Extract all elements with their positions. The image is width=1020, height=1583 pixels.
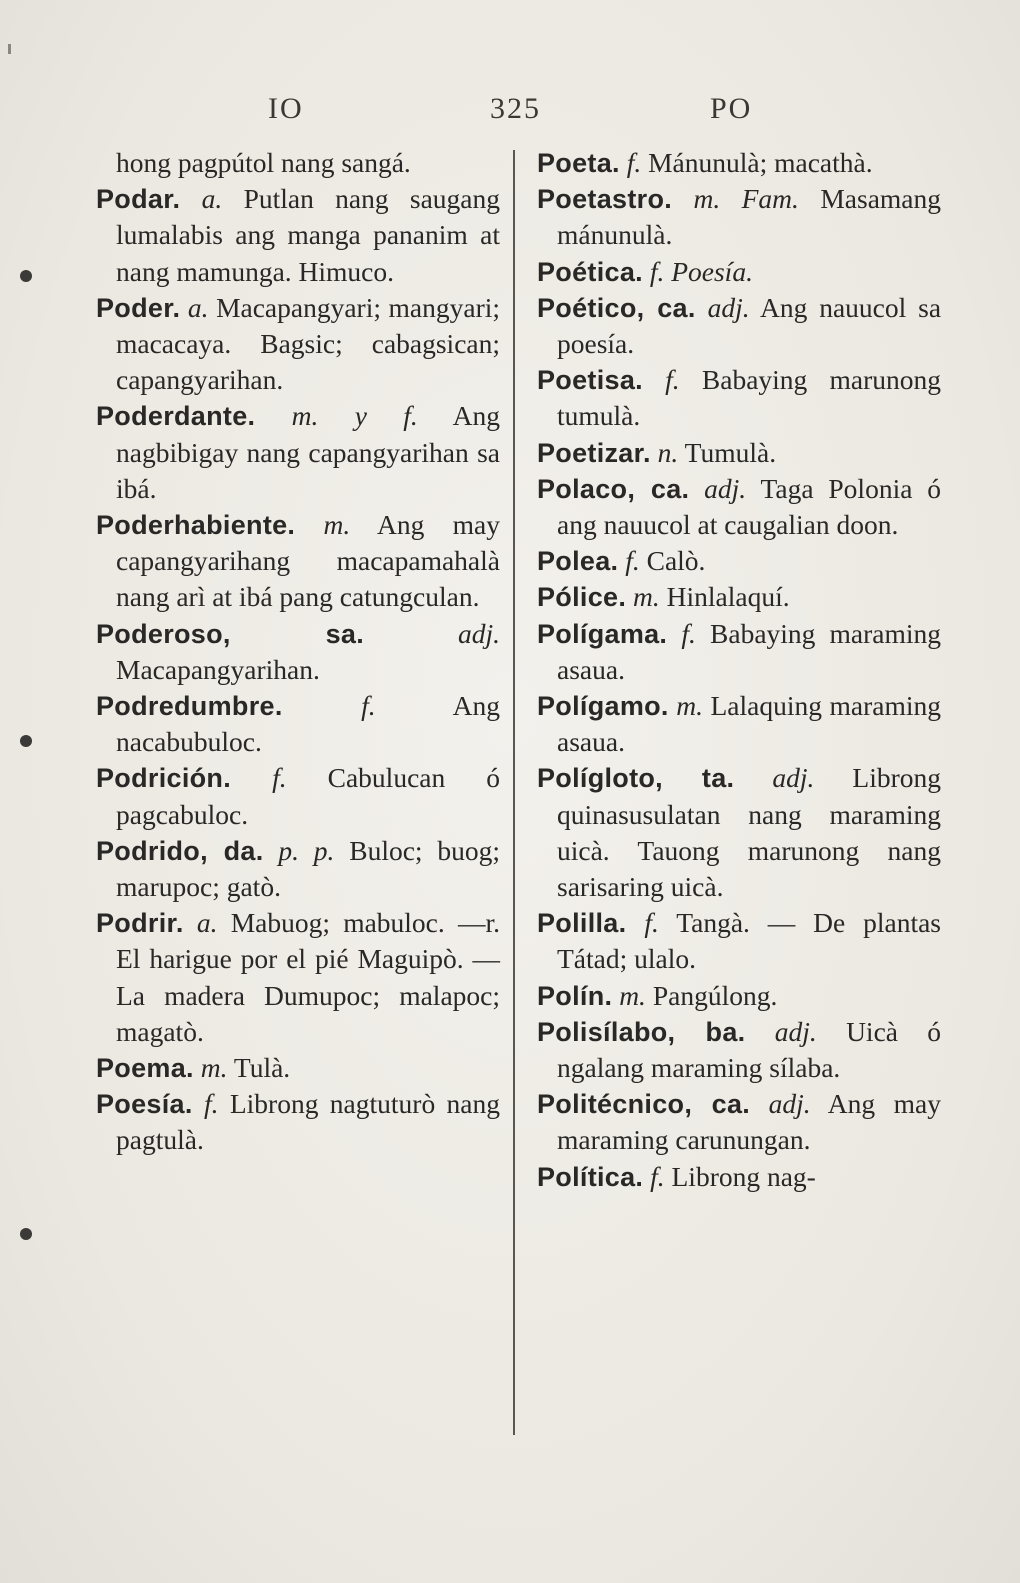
entry-definition: Lalaquing maraming asaua. <box>557 690 941 758</box>
margin-mark <box>8 44 11 54</box>
entry-grammar-label: m. y f. <box>291 400 418 432</box>
binding-hole-mark <box>20 735 32 747</box>
dictionary-entry <box>537 145 941 181</box>
entry-definition: Mánunulà; macathà. <box>648 147 873 178</box>
entry-grammar-label: m. Fam. <box>693 183 799 215</box>
entry-headword: Poeta. <box>537 148 620 178</box>
dictionary-entry <box>96 507 500 616</box>
entry-headword: Polea. <box>537 546 619 577</box>
entry-grammar-label: m. <box>323 509 351 541</box>
page-number: 325 <box>490 92 541 125</box>
entry-definition: Ang nacabubuloc. <box>116 690 501 758</box>
entry-definition: Ang nagbibigay nang capangyarihan sa ibá. <box>116 400 501 504</box>
entry-definition: Librong nag- <box>671 1160 816 1192</box>
entry-definition: Tangà. — De plantas Tátad; ulalo. <box>557 907 942 975</box>
entry-grammar-label: m. <box>633 581 660 613</box>
dictionary-entry <box>537 760 941 905</box>
entry-headword: Poesía. <box>96 1089 193 1120</box>
entry-headword: Polaco, ca. <box>537 473 690 504</box>
entry-headword: Polilla. <box>537 908 627 939</box>
entry-definition: Macapangyarihan. <box>116 653 320 685</box>
entry-grammar-label: adj. <box>774 1015 817 1047</box>
dictionary-entry <box>96 145 500 181</box>
entry-definition: Librong quinasusulatan nang maraming uicà. Tauong marunong nang sarisaring uicà. <box>557 762 942 903</box>
entry-headword: Politécnico, ca. <box>537 1089 751 1120</box>
running-header <box>0 92 1020 142</box>
entry-grammar-label: p. p. <box>278 834 335 866</box>
dictionary-entry <box>537 181 941 253</box>
entry-headword: Poetisa. <box>537 365 643 396</box>
entry-grammar-label: m. <box>619 979 646 1011</box>
entry-definition: Ang nauucol sa poesía. <box>557 291 942 360</box>
dictionary-entry <box>96 833 500 905</box>
dictionary-entry <box>537 579 941 615</box>
entry-grammar-label: adj. <box>704 472 747 504</box>
entry-definition: Babaying marunong tumulà. <box>557 364 942 432</box>
column-divider <box>513 150 515 1435</box>
entry-definition: Ang may capangyarihang macapamahalà nang arì at ibá pang catungculan. <box>116 509 500 613</box>
dictionary-entry <box>96 616 500 688</box>
binding-hole-mark <box>20 270 32 282</box>
dictionary-entry <box>537 435 941 471</box>
dictionary-entry <box>537 978 941 1014</box>
entry-definition: Pangúlong. <box>652 979 778 1011</box>
entry-grammar-label: a. <box>196 907 218 939</box>
entry-headword: Polín. <box>537 980 613 1011</box>
entry-headword: Poder. <box>96 292 181 323</box>
entry-headword: Podar. <box>96 184 181 215</box>
dictionary-entry <box>96 398 500 507</box>
dictionary-entry <box>537 543 941 579</box>
entry-grammar-label: adj. <box>457 617 500 649</box>
entry-headword: Poetizar. <box>537 437 651 468</box>
entry-definition: Uicà ó ngalang maraming sílaba. <box>557 1015 942 1084</box>
entry-grammar-label: m. <box>200 1052 228 1084</box>
entry-headword: Poetastro. <box>537 184 673 215</box>
header-right-guide: PO <box>710 92 753 125</box>
dictionary-entry <box>96 1086 500 1158</box>
binding-hole-mark <box>20 1228 32 1240</box>
entry-headword: Podrido, da. <box>96 835 264 866</box>
entry-headword: Polígama. <box>537 618 668 649</box>
entry-definition: Cabulucan ó pagcabuloc. <box>116 762 501 830</box>
entry-headword: Poderoso, sa. <box>96 618 365 649</box>
entry-grammar-label: f. Poesía. <box>649 255 753 287</box>
dictionary-entry <box>96 290 500 399</box>
entry-definition: Putlan nang saugang lumalabis ang manga pananim at nang mamunga. Himuco. <box>116 183 500 287</box>
entry-grammar-label: adj. <box>707 291 750 323</box>
left-column <box>96 145 500 1159</box>
dictionary-entry <box>537 471 941 543</box>
dictionary-entry <box>537 1086 941 1158</box>
entry-definition: Buloc; buog; marupoc; gatò. <box>116 834 501 903</box>
entry-grammar-label: f. <box>644 907 659 939</box>
dictionary-entry <box>96 1050 500 1086</box>
dictionary-entry <box>537 254 941 290</box>
entry-definition: Masamang mánunulà. <box>557 183 941 251</box>
entry-grammar-label: f. <box>272 762 287 794</box>
entry-definition: Calò. <box>646 545 706 577</box>
header-left-guide: IO <box>268 92 304 125</box>
entry-grammar-label: m. <box>676 690 703 722</box>
entry-grammar-label: f. <box>625 545 640 577</box>
entry-definition: Tumulà. <box>684 436 777 468</box>
entry-headword: Poética. <box>537 256 643 287</box>
entry-definition: Babaying maraming asaua. <box>557 617 942 685</box>
entry-grammar-label: n. <box>657 436 679 468</box>
entry-headword: Polígloto, ta. <box>537 763 735 794</box>
entry-grammar-label: f. <box>650 1160 665 1192</box>
entry-definition: hong pagpútol nang sangá. <box>116 147 411 178</box>
entry-grammar-label: f. <box>626 147 642 178</box>
dictionary-entry <box>96 181 500 290</box>
entry-headword: Pólice. <box>537 582 627 613</box>
right-column <box>537 145 941 1195</box>
entry-definition: Librong nagtuturò nang pagtulà. <box>116 1088 500 1156</box>
entry-definition: Tulà. <box>233 1052 291 1084</box>
entry-headword: Polígamo. <box>537 691 669 722</box>
entry-grammar-label: f. <box>665 364 680 396</box>
entry-headword: Poderhabiente. <box>96 510 296 541</box>
entry-grammar-label: adj. <box>772 762 815 794</box>
dictionary-entry <box>537 1014 941 1086</box>
dictionary-entry <box>537 1159 941 1195</box>
entry-definition: Hinlalaquí. <box>666 581 790 613</box>
dictionary-entry <box>96 688 500 760</box>
entry-definition: Mabuog; mabuloc. —r. El harigue por el pié Maguipò. — La madera Dumupoc; malapoc; magatò. <box>116 907 500 1047</box>
entry-headword: Podredumbre. <box>96 691 283 722</box>
entry-grammar-label: f. <box>204 1088 219 1120</box>
entry-definition: Ang may maraming carunungan. <box>557 1088 941 1156</box>
entry-headword: Poético, ca. <box>537 292 696 323</box>
dictionary-entry <box>96 905 500 1050</box>
entry-headword: Podrir. <box>96 908 184 939</box>
dictionary-entry <box>537 905 941 977</box>
entry-grammar-label: adj. <box>768 1088 811 1120</box>
entry-headword: Polisílabo, ba. <box>537 1016 746 1047</box>
entry-definition: Taga Polonia ó ang nauucol at caugalian doon. <box>557 472 941 541</box>
entry-grammar-label: f. <box>361 690 376 722</box>
dictionary-entry <box>537 616 941 688</box>
entry-headword: Política. <box>537 1161 644 1192</box>
entry-headword: Poderdante. <box>96 401 256 432</box>
entry-headword: Podrición. <box>96 763 232 794</box>
dictionary-entry <box>537 688 941 760</box>
entry-grammar-label: a. <box>201 183 223 215</box>
dictionary-entry <box>537 362 941 434</box>
entry-grammar-label: f. <box>681 617 696 649</box>
dictionary-entry <box>96 760 500 832</box>
entry-headword: Poema. <box>96 1053 194 1084</box>
entry-grammar-label: a. <box>187 291 209 323</box>
dictionary-entry <box>537 290 941 362</box>
entry-definition: Macapangyari; mangyari; macacaya. Bagsic; cabagsican; capangyarihan. <box>116 291 501 396</box>
